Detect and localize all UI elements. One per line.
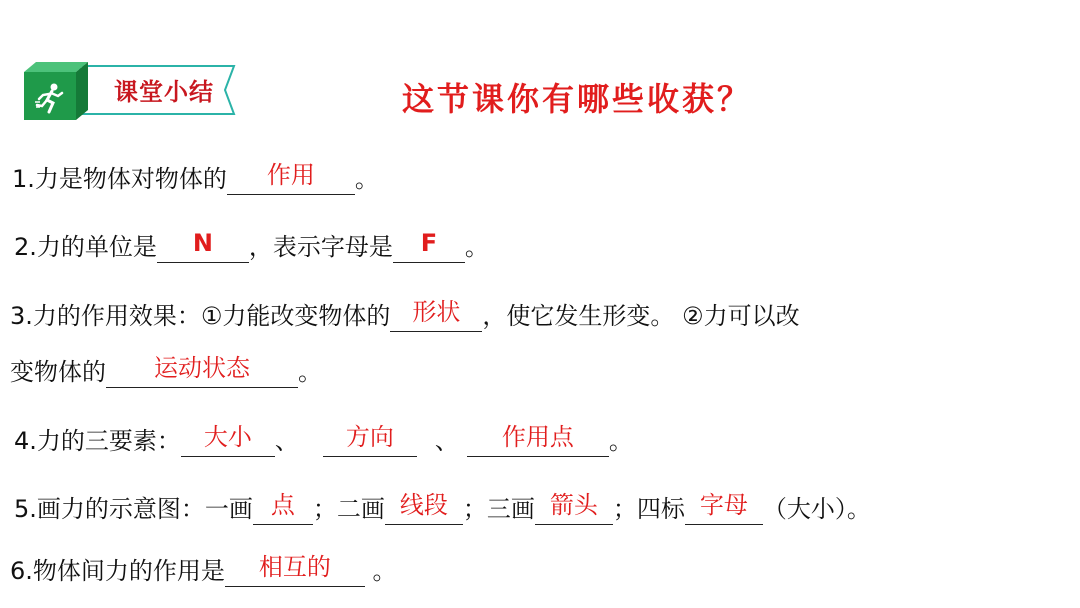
answer-blank	[390, 298, 482, 332]
page-heading: 这节课你有哪些收获？	[402, 80, 753, 118]
item-text: 力的作用效果：①力能改变物体的	[32, 302, 391, 330]
summary-item-3-cont	[10, 356, 322, 388]
answer-text: 大小	[203, 423, 252, 451]
item-number: 4.	[14, 427, 37, 455]
answer-blank	[181, 423, 275, 457]
answer-blank	[467, 423, 609, 457]
item-number: 3.	[10, 302, 33, 330]
summary-item-6	[10, 555, 397, 587]
answer-text: 字母	[699, 491, 748, 519]
answer-text: 作用点	[501, 423, 574, 451]
running-figure-icon	[34, 82, 66, 114]
summary-item-1	[12, 163, 379, 195]
answer-text: 运动状态	[154, 354, 250, 382]
answer-text: 方向	[345, 423, 394, 451]
summary-item-4	[14, 425, 633, 457]
summary-item-2	[14, 231, 489, 263]
answer-blank	[535, 491, 613, 525]
item-number: 2.	[14, 233, 37, 261]
item-text: 力是物体对物体的	[34, 165, 227, 193]
item-text: ；二画	[312, 495, 385, 523]
answer-text: 作用	[266, 161, 315, 189]
answer-blank	[253, 491, 313, 525]
item-text: ；四标	[612, 495, 685, 523]
answer-blank	[106, 354, 298, 388]
badge-label: 课堂小结	[114, 77, 214, 106]
answer-text: 形状	[412, 298, 461, 326]
item-text: 物体间力的作用是	[32, 557, 225, 585]
section-badge	[20, 58, 238, 122]
item-text: 力的三要素：	[36, 427, 181, 455]
item-text: ，使它发生形变。 ②力可以改	[482, 302, 800, 330]
item-text: 。	[364, 557, 397, 585]
item-text: 画力的示意图：一画	[36, 495, 253, 523]
answer-blank	[157, 229, 249, 263]
answer-blank	[225, 553, 365, 587]
item-number: 1.	[12, 165, 35, 193]
answer-text: 相互的	[258, 553, 331, 581]
answer-text: F	[420, 229, 438, 257]
answer-text: 点	[270, 491, 295, 519]
answer-blank	[385, 491, 463, 525]
answer-text: 箭头	[549, 491, 598, 519]
item-text: 。	[608, 427, 633, 455]
answer-text: 线段	[399, 491, 448, 519]
item-text: 。	[464, 233, 489, 261]
item-text: ，表示字母是	[248, 233, 393, 261]
item-text: 力的单位是	[36, 233, 157, 261]
item-text: 变物体的	[10, 358, 106, 386]
item-text: ；三画	[462, 495, 535, 523]
item-number: 5.	[14, 495, 37, 523]
item-text: 、	[434, 427, 459, 455]
answer-blank	[685, 491, 763, 525]
answer-text: N	[192, 229, 213, 257]
answer-blank	[323, 423, 417, 457]
item-text: 、	[274, 427, 299, 455]
item-number: 6.	[10, 557, 33, 585]
summary-item-3	[10, 300, 800, 332]
summary-item-5	[14, 493, 871, 525]
answer-blank	[227, 161, 355, 195]
item-text: （大小）。	[762, 495, 871, 523]
answer-blank	[393, 229, 465, 263]
item-text: 。	[298, 358, 322, 386]
item-text: 。	[354, 165, 379, 193]
